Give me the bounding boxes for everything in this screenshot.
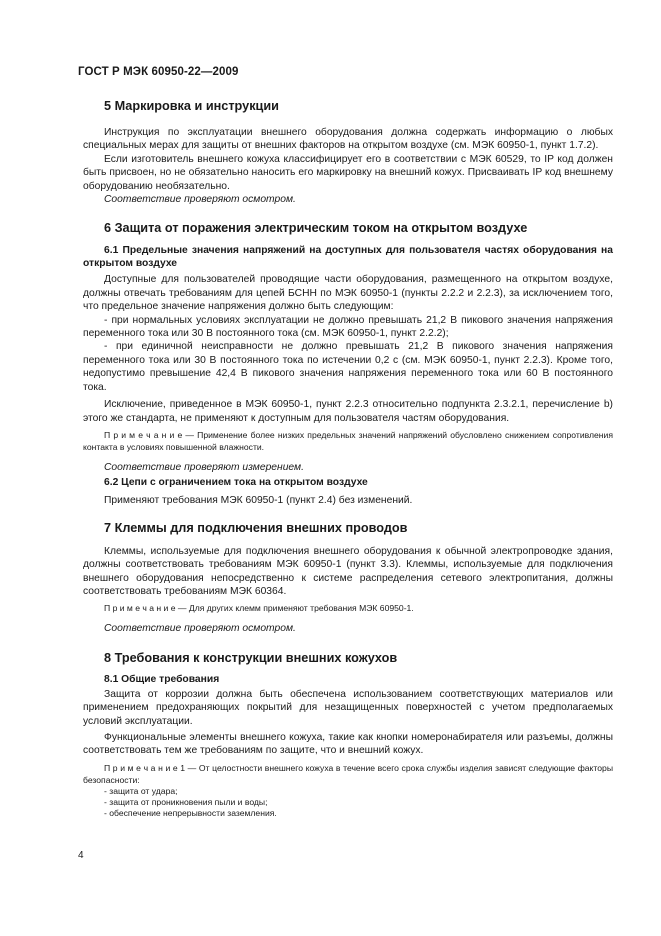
paragraph: Инструкция по эксплуатации внешнего оборудования должна содержать информацию о любых специальных мерах для защиты от внешних факторов на открытом воздухе (см. МЭК 60950-1, пункт 1.7.2). [83,127,613,152]
list-item: - при нормальных условиях эксплуатации не должно превышать 21,2 В пикового значения напряжения переменного тока или 30 В постоянного тока (см. МЭК 60950-1, пункт 2.2.2); [83,314,613,340]
section-8-title: 8 Требования к конструкции внешних кожухов [104,650,398,665]
note-text: — Применение более низких предельных значений напряжений обусловлено снижением сопротивления контакта в условиях повышенной влажности. [83,429,613,452]
list-item: - обеспечение непрерывности заземления. [104,808,277,819]
page-number: 4 [78,850,84,861]
compliance-note: Соответствие проверяют осмотром. [104,194,296,206]
note-text: — Для других клемм применяют требования МЭК 60950-1. [175,603,414,614]
compliance-note: Соответствие проверяют осмотром. [104,623,296,635]
note-label: П р и м е ч а н и е 1 [104,762,186,773]
section-6-title: 6 Защита от поражения электрическим током на открытом воздухе [104,221,528,236]
paragraph: Исключение, приведенное в МЭК 60950-1, пункт 2.2.3 относительно подпункта 2.3.2.1, перечисление b) этого же стандарта, не применяют к доступным для пользователя частям оборудования. [83,399,613,424]
note-list [83,786,613,820]
paragraph: Защита от коррозии должна быть обеспечена использованием соответствующих материалов или применением предохраняющих покрытий для незащищенных поверхностей с учетом предполагаемых условий эксплуатации. [83,688,613,727]
list-item: - защита от проникновения пыли и воды; [104,796,268,807]
note-label: П р и м е ч а н и е [104,603,176,614]
note [83,429,613,453]
subsection-6-2-title: 6.2 Цепи с ограничением тока на открытом воздухе [104,477,368,489]
note-label: П р и м е ч а н и е [104,429,183,440]
subsection-8-1-title: 8.1 Общие требования [104,673,220,685]
note-text: — От целостности внешнего кожуха в течение всего срока службы изделия зависят следующие факторы безопасности: [83,762,613,785]
page-content [83,99,613,819]
paragraph: Если изготовитель внешнего кожуха классифицирует его в соответствии с МЭК 60529, то IP код должен быть присвоен, но не обязательно наносить его маркировку на внешний кожух. Присваивать IP код внешнему оборудованию необязательно. [83,153,613,192]
note [83,762,613,786]
note [83,602,613,614]
list-item: - защита от удара; [104,785,178,796]
paragraph: Функциональные элементы внешнего кожуха, такие как кнопки номеронабирателя или разъемы, должны соответствовать тем же требованиям по защите, что и внешний кожух. [83,731,613,757]
paragraph: Клеммы, используемые для подключения внешнего оборудования к обычной электропроводке здания, должны соответствовать требованиям МЭК 60950-1 (пункт 3.3). Клеммы, используемые для подключения внешнего оборудования непосредственно к системе распределения сетевого электропитания, должны соответствовать требованиям МЭК 60364. [83,545,613,597]
paragraph: Доступные для пользователей проводящие части оборудования, размещенного на открытом воздухе, должны отвечать требованиям для цепей БСНН по МЭК 60950-1 (пункты 2.2.2 и 2.2.3), за исключением того, что предельное значение напряжения должно быть следующим: [83,274,613,313]
list-item: - при единичной неисправности не должно превышать 21,2 В пикового значения напряжения переменного тока или 30 В постоянного тока по истечении 0,2 с (см. МЭК 60950-1, пункт 2.2.3). Кроме того, недопустимо превышение 42,4 В пикового значения напряжения переменного тока или 60 В постоянного тока. [83,341,613,393]
paragraph: Применяют требования МЭК 60950-1 (пункт 2.4) без изменений. [104,495,413,507]
compliance-note: Соответствие проверяют измерением. [104,461,304,473]
document-header: ГОСТ Р МЭК 60950-22—2009 [78,66,239,78]
section-5-title: 5 Маркировка и инструкции [104,99,279,113]
subsection-6-1-title: 6.1 Предельные значения напряжений на доступных для пользователя частях оборудования на открытом воздухе [83,245,613,270]
section-7-title: 7 Клеммы для подключения внешних проводов [104,520,408,535]
